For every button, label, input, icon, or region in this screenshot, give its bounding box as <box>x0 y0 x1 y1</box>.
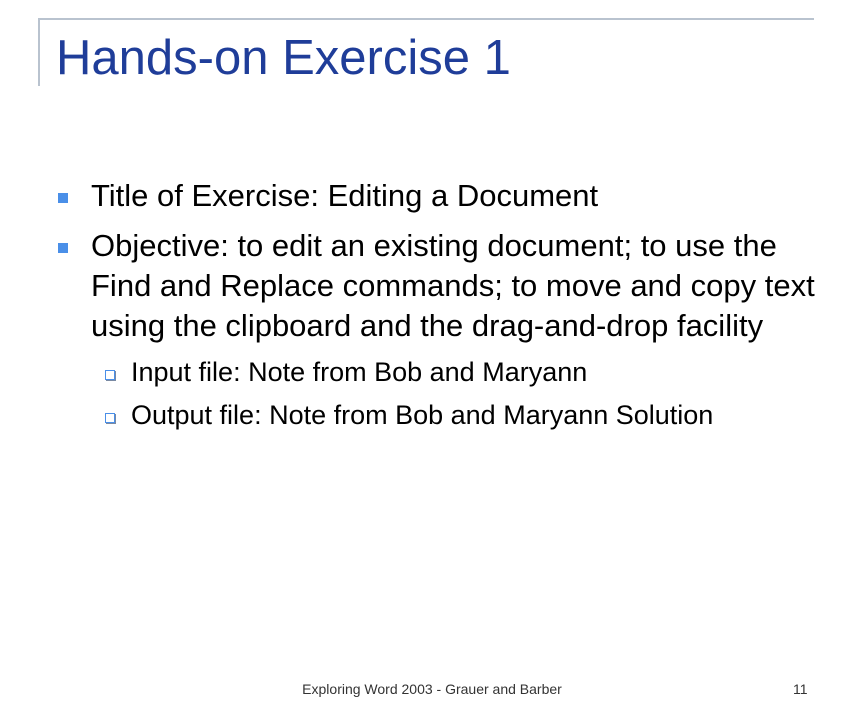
sub-bullet-input-file <box>56 356 816 389</box>
sub-bullet-output-file <box>56 399 816 432</box>
bullet-title-of-exercise <box>56 176 816 216</box>
bullet-text: Objective: to edit an existing document; to use the Find and Replace commands; to move and copy text using the clipboard and the drag-and-drop facility <box>91 228 815 343</box>
slide-footer: Exploring Word 2003 - Grauer and Barber <box>302 681 562 697</box>
hollow-square-bullet-icon <box>105 370 115 380</box>
page-number: 11 <box>793 681 808 697</box>
square-bullet-icon <box>58 243 68 253</box>
sub-bullet-text: Output file: Note from Bob and Maryann Solution <box>131 400 714 430</box>
sub-bullet-text: Input file: Note from Bob and Maryann <box>131 357 588 387</box>
slide-body <box>56 176 816 442</box>
bullet-text: Title of Exercise: Editing a Document <box>91 178 599 213</box>
square-bullet-icon <box>58 193 68 203</box>
hollow-square-bullet-icon <box>105 413 115 423</box>
slide-title: Hands-on Exercise 1 <box>56 31 511 85</box>
frame-left-line <box>38 18 40 86</box>
bullet-objective <box>56 226 816 346</box>
frame-top-line <box>38 18 814 20</box>
